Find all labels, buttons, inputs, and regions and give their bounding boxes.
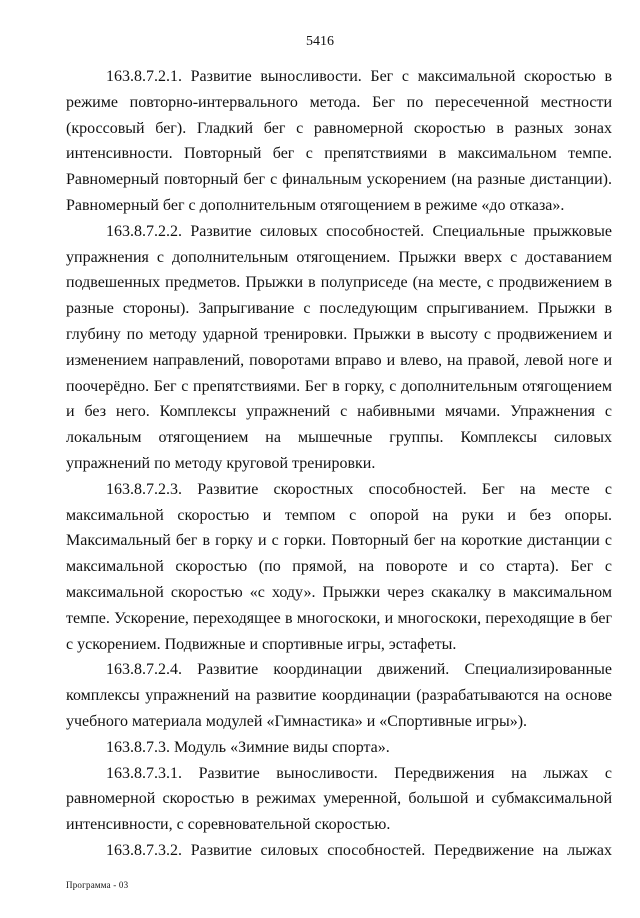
document-body bbox=[66, 64, 612, 864]
footer-label: Программа - 03 bbox=[66, 880, 129, 890]
paragraph-ski-strength: 163.8.7.3.2. Развитие силовых способностей. Передвижение на лыжах bbox=[106, 841, 612, 859]
module-heading-winter-sports: 163.8.7.3. Модуль «Зимние виды спорта». bbox=[106, 738, 390, 756]
paragraph-ski-endurance: 163.8.7.3.1. Развитие выносливости. Передвижения на лыжах с равномерной скоростью в режимах умеренной, большой и субмаксимальной интенсивности, с соревновательной скоростью. bbox=[66, 764, 612, 834]
paragraph-strength-abilities: 163.8.7.2.2. Развитие силовых способностей. Специальные прыжковые упражнения с дополнительным отягощением. Прыжки вверх с доставанием подвешенных предметов. Прыжки в полуприседе (на месте, с продвижением в разные стороны). Запрыгивание с последующим спрыгиванием. Прыжки в глубину по методу ударной тренировки. Прыжки в высоту с продвижением и изменением направлений, поворотами вправо и влево, на правой, левой ноге и поочерёдно. Бег с препятствиями. Бег в горку, с дополнительным отягощением и без него. Комплексы упражнений с набивными мячами. Упражнения с локальным отягощением на мышечные группы. Комплексы силовых упражнений по методу круговой тренировки. bbox=[66, 222, 612, 472]
paragraph-coordination: 163.8.7.2.4. Развитие координации движений. Специализированные комплексы упражнений на развитие координации (разрабатываются на основе учебного материала модулей «Гимнастика» и «Спортивные игры»). bbox=[66, 661, 612, 730]
page-number: 5416 bbox=[306, 34, 334, 49]
paragraph-speed-abilities: 163.8.7.2.3. Развитие скоростных способностей. Бег на месте с максимальной скоростью и темпом с опорой на руки и без опоры. Максимальный бег в горку и с горки. Повторный бег на короткие дистанции с максимальной скоростью (по прямой, на повороте и со старта). Бег с максимальной скоростью «с ходу». Прыжки через скакалку в максимальном темпе. Ускорение, переходящее в многоскоки, и многоскоки, переходящие в бег с ускорением. Подвижные и спортивные игры, эстафеты. bbox=[66, 480, 612, 653]
paragraph-endurance-running: 163.8.7.2.1. Развитие выносливости. Бег с максимальной скоростью в режиме повторно-интервального метода. Бег по пересеченной местности (кроссовый бег). Гладкий бег с равномерной скоростью в разных зонах интенсивности. Повторный бег с препятствиями в максимальном темпе. Равномерный повторный бег с финальным ускорением (на разные дистанции). Равномерный бег с дополнительным отягощением в режиме «до отказа». bbox=[66, 68, 612, 214]
